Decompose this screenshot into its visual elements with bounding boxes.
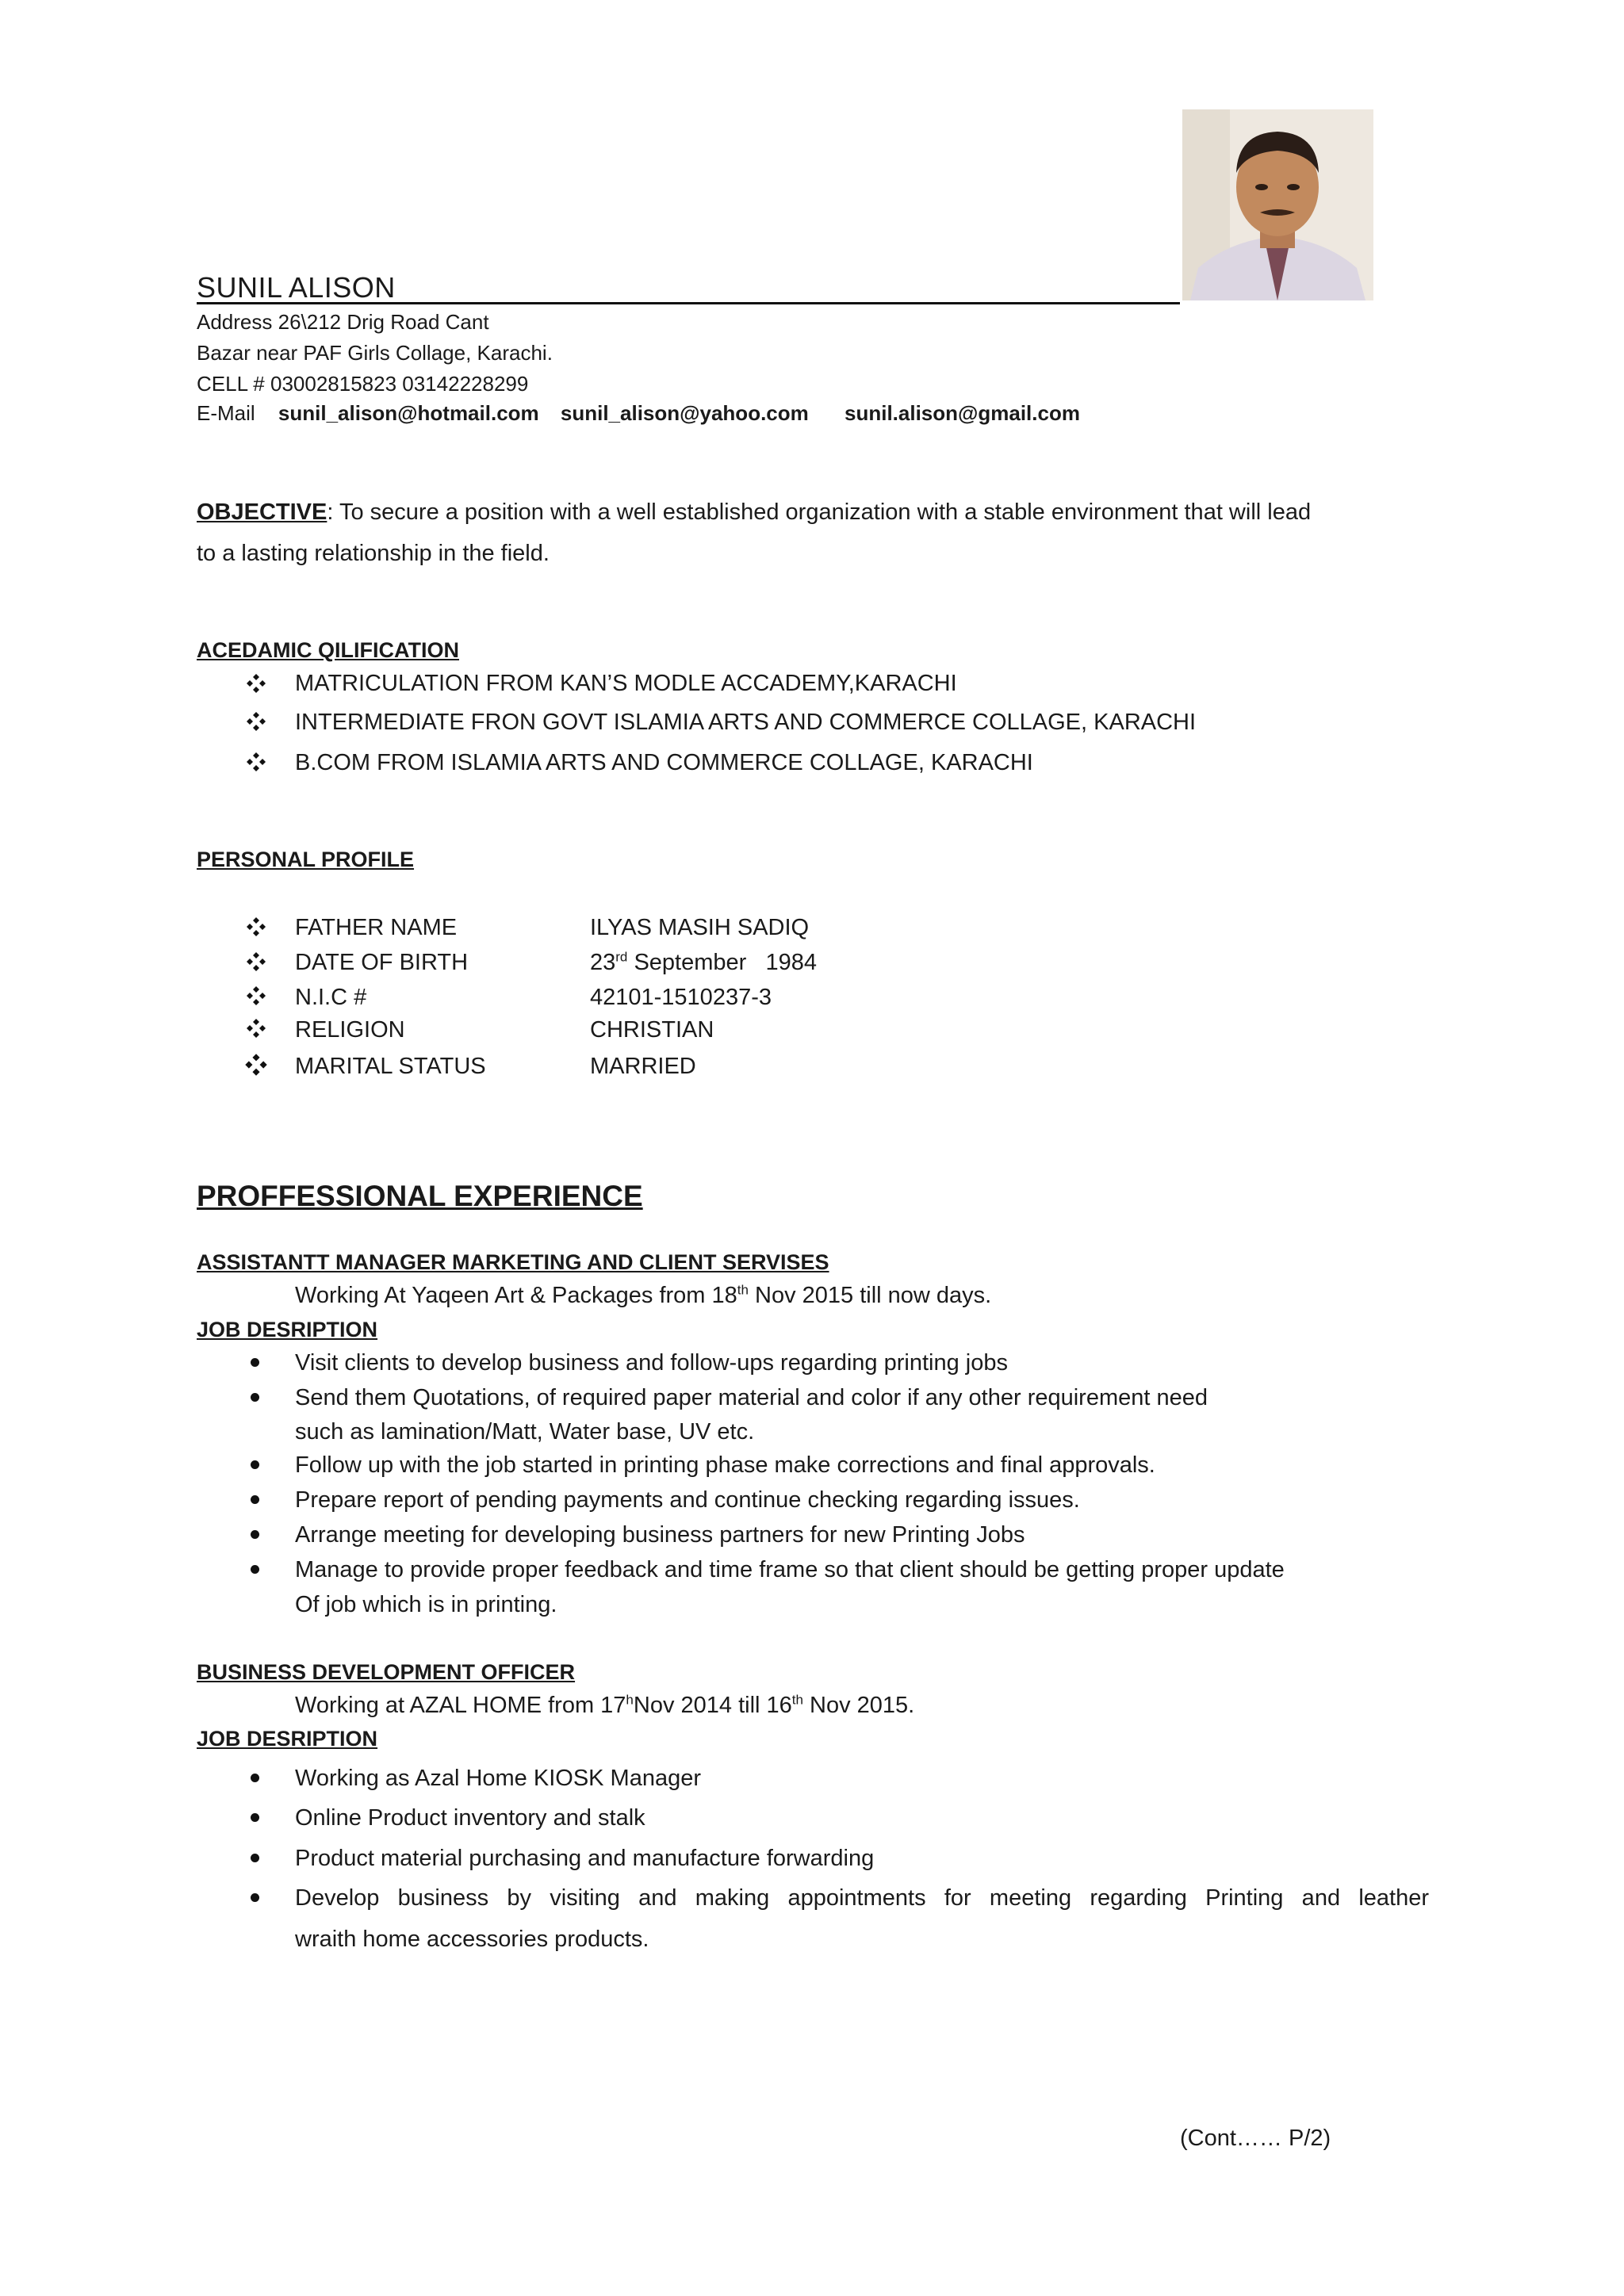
duty-item: Develop business by visiting and making appointments for meeting regarding Printing and leather — [295, 1885, 1429, 1911]
duty-item-continued: Of job which is in printing. — [295, 1592, 557, 1617]
profile-photo — [1182, 109, 1373, 300]
bullet-dot-icon — [251, 1460, 259, 1469]
experience-heading: PROFFESSIONAL EXPERIENCE — [197, 1180, 643, 1212]
profile-label-nic: N.I.C # — [295, 985, 367, 1010]
name-underline — [197, 271, 1180, 304]
profile-label-religion: RELIGION — [295, 1017, 405, 1043]
academic-item: B.COM FROM ISLAMIA ARTS AND COMMERCE COLLAGE, KARACHI — [295, 750, 1033, 775]
email-row — [197, 400, 1080, 426]
job-2-title: BUSINESS DEVELOPMENT OFFICER — [197, 1660, 576, 1684]
duty-item: Working as Azal Home KIOSK Manager — [295, 1766, 702, 1791]
duty-item-continued: wraith home accessories products. — [295, 1927, 649, 1952]
objective-text-1: : To secure a position with a well established organization with a stable environment that will lead — [327, 499, 1312, 525]
bullet-dot-icon — [251, 1393, 259, 1402]
diamond-bullet-icon — [243, 1052, 269, 1081]
academic-item: MATRICULATION FROM KAN’S MODLE ACCADEMY,KARACHI — [295, 671, 957, 696]
continued-note: (Cont…… P/2) — [1180, 2126, 1331, 2151]
personal-heading: PERSONAL PROFILE — [197, 848, 415, 871]
profile-value-father: ILYAS MASIH SADIQ — [590, 915, 810, 940]
duty-item: Online Product inventory and stalk — [295, 1805, 645, 1831]
bullet-dot-icon — [251, 1530, 259, 1539]
bullet-dot-icon — [251, 1565, 259, 1574]
email-gmail[interactable]: sunil.alison@gmail.com — [845, 401, 1080, 425]
profile-value-religion: CHRISTIAN — [590, 1017, 714, 1043]
address-line-2: Bazar near PAF Girls Collage, Karachi. — [197, 341, 553, 365]
duty-item: Arrange meeting for developing business partners for new Printing Jobs — [295, 1522, 1025, 1548]
duty-item: Prepare report of pending payments and continue checking regarding issues. — [295, 1487, 1080, 1513]
bullet-dot-icon — [251, 1813, 259, 1822]
bullet-dot-icon — [251, 1495, 259, 1504]
bullet-dot-icon — [251, 1893, 259, 1902]
profile-value-nic: 42101-1510237-3 — [590, 985, 772, 1010]
diamond-bullet-icon — [245, 951, 267, 977]
bullet-dot-icon — [251, 1358, 259, 1367]
profile-label-marital: MARITAL STATUS — [295, 1054, 486, 1079]
objective-line-1 — [197, 498, 1311, 526]
candidate-name: SUNIL ALISON — [197, 271, 396, 304]
diamond-bullet-icon — [245, 672, 267, 698]
objective-label: OBJECTIVE — [197, 499, 327, 525]
email-hotmail[interactable]: sunil_alison@hotmail.com — [278, 401, 539, 425]
email-yahoo[interactable]: sunil_alison@yahoo.com — [560, 401, 809, 425]
diamond-bullet-icon — [245, 710, 267, 737]
job-1-working: Working At Yaqeen Art & Packages from 18th Nov 2015 till now days. — [295, 1282, 992, 1308]
duty-item-continued: such as lamination/Matt, Water base, UV etc. — [295, 1419, 755, 1445]
job-1-desc-heading: JOB DESRIPTION — [197, 1318, 378, 1341]
job-2-desc-heading: JOB DESRIPTION — [197, 1727, 378, 1751]
diamond-bullet-icon — [245, 916, 267, 942]
diamond-bullet-icon — [245, 751, 267, 777]
academic-item: INTERMEDIATE FRON GOVT ISLAMIA ARTS AND COMMERCE COLLAGE, KARACHI — [295, 710, 1197, 735]
profile-value-dob: 23rd September 1984 — [590, 949, 817, 975]
diamond-bullet-icon — [245, 985, 267, 1011]
diamond-bullet-icon — [245, 1017, 267, 1043]
objective-line-2: to a lasting relationship in the field. — [197, 541, 550, 566]
duty-item: Manage to provide proper feedback and time frame so that client should be getting proper update — [295, 1557, 1285, 1582]
duty-item: Product material purchasing and manufacture forwarding — [295, 1846, 875, 1871]
academic-heading: ACEDAMIC QILIFICATION — [197, 638, 459, 662]
profile-label-father: FATHER NAME — [295, 915, 458, 940]
job-1-title: ASSISTANTT MANAGER MARKETING AND CLIENT SERVISES — [197, 1250, 829, 1274]
email-label: E-Mail — [197, 401, 255, 425]
job-2-working: Working at AZAL HOME from 17$^h$Nov 2014 till 16th Nov 2015. — [295, 1692, 915, 1718]
bullet-dot-icon — [251, 1774, 259, 1782]
bullet-dot-icon — [251, 1854, 259, 1862]
duty-item: Visit clients to develop business and follow-ups regarding printing jobs — [295, 1350, 1008, 1376]
duty-item: Follow up with the job started in printing phase make corrections and final approvals. — [295, 1452, 1155, 1478]
profile-value-marital: MARRIED — [590, 1054, 696, 1079]
duty-item: Send them Quotations, of required paper material and color if any other requirement need — [295, 1385, 1208, 1410]
cell-numbers: CELL # 03002815823 03142228299 — [197, 372, 529, 396]
profile-label-dob: DATE OF BIRTH — [295, 950, 469, 975]
address-line-1: Address 26\212 Drig Road Cant — [197, 310, 489, 334]
